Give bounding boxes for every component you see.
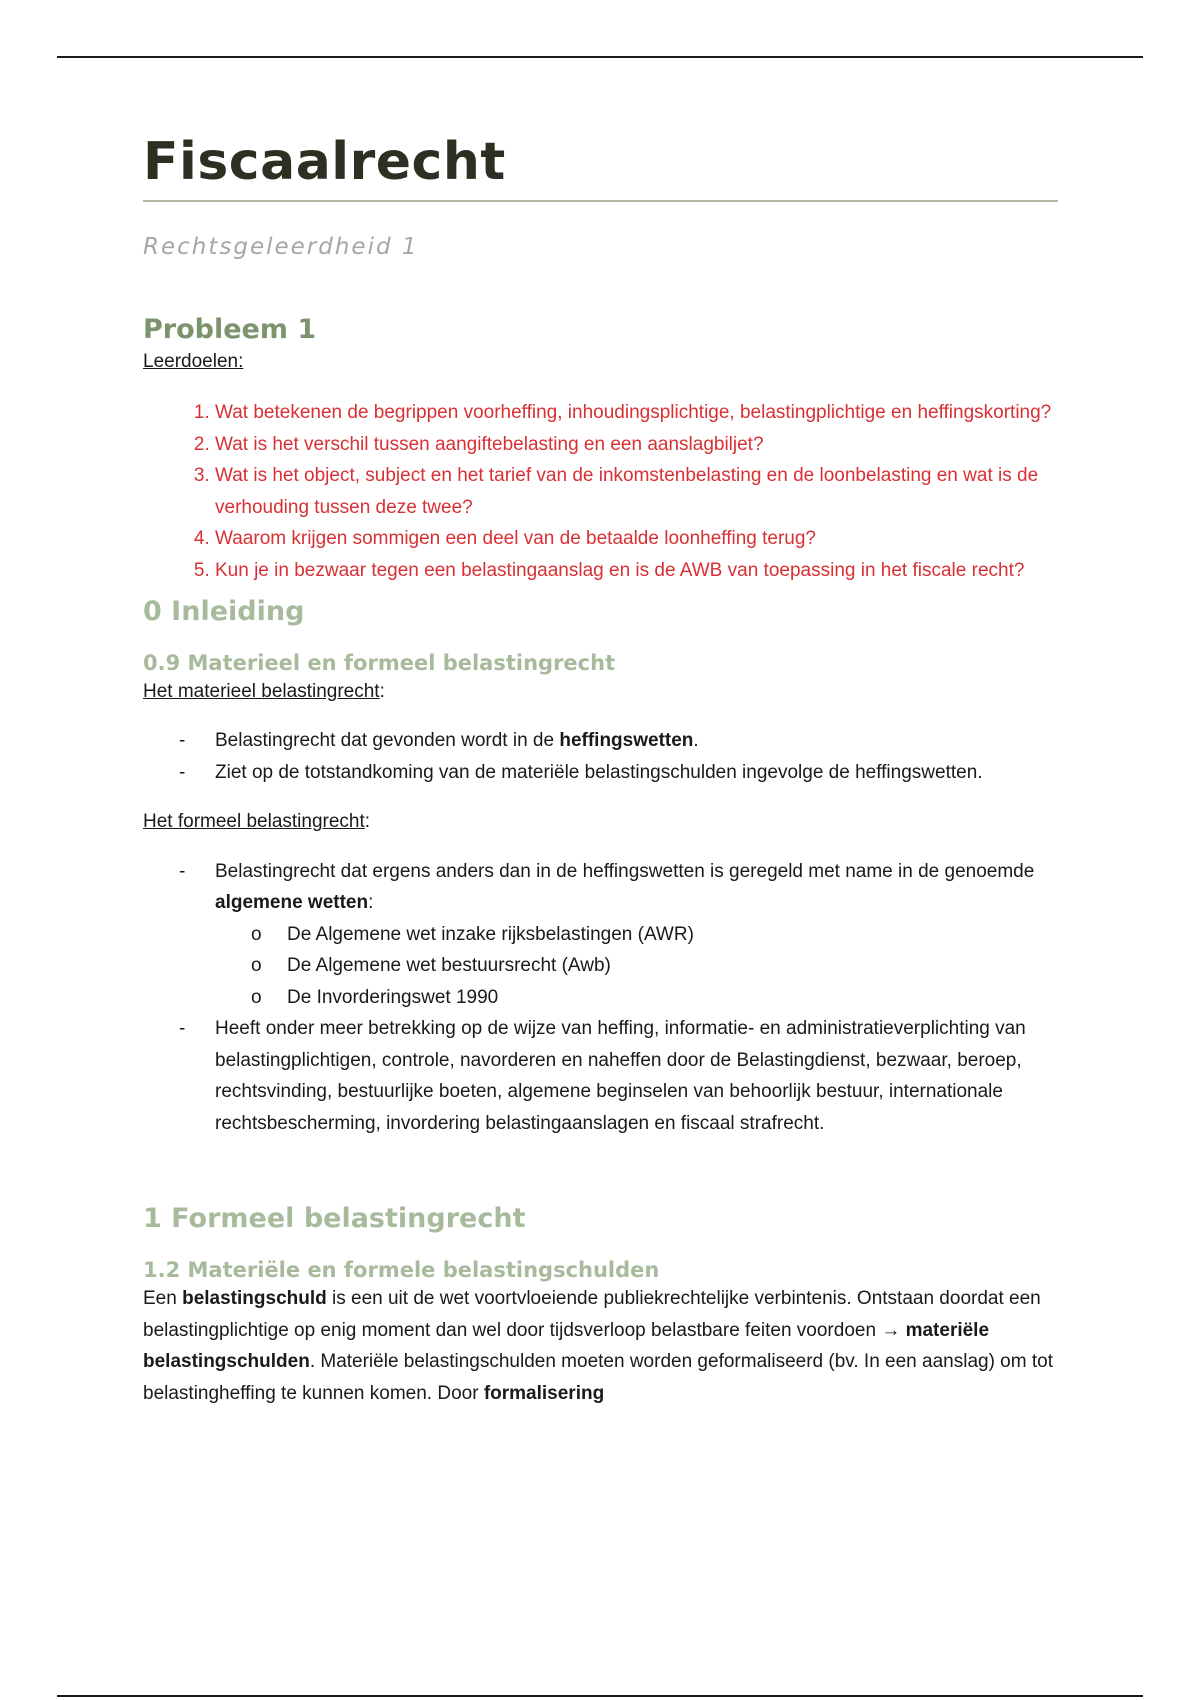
formeel-colon: : <box>364 811 371 833</box>
algemene-wetten-list <box>215 919 1058 1014</box>
goal-item: 1. Wat betekenen de begrippen voorheffing, inhoudingsplichtige, belastingplichtige en heffingskorting? <box>215 397 1058 429</box>
document-subtitle: Rechtsgeleerdheid 1 <box>143 234 419 260</box>
text-run: Belastingrecht dat ergens anders dan in de heffingswetten is geregeld met name in de genoemde <box>215 860 1035 882</box>
heading-belastingschulden: 1.2 Materiële en formele belastingschulden <box>143 1257 660 1282</box>
sub-list-item: o De Algemene wet inzake rijksbelastingen (AWR) <box>215 919 1058 951</box>
formeel-label: Het formeel belastingrecht <box>143 811 365 833</box>
bold-term: belastingschuld <box>182 1288 327 1310</box>
belastingschuld-paragraph <box>143 1283 1058 1409</box>
list-item <box>143 725 1058 757</box>
text-run: Een <box>143 1288 183 1310</box>
goal-item: 3. Wat is het object, subject en het tarief van de inkomstenbelasting en de loonbelasting en wat is de verhouding tussen deze twee? <box>215 460 1058 523</box>
goal-item: 2. Wat is het verschil tussen aangiftebelasting en een aanslagbiljet? <box>215 429 1058 461</box>
formeel-label-line <box>143 806 1058 838</box>
heading-materieel-formeel: 0.9 Materieel en formeel belastingrecht <box>143 650 616 675</box>
heading-formeel-belastingrecht: 1 Formeel belastingrecht <box>143 1203 526 1235</box>
goal-item: 4. Waarom krijgen sommigen een deel van de betaalde loonheffing terug? <box>215 523 1058 555</box>
list-item <box>143 856 1058 1014</box>
sub-list-item: o De Algemene wet bestuursrecht (Awb) <box>215 950 1058 982</box>
document-title: Fiscaalrecht <box>143 136 1058 202</box>
sub-list-item: o De Invorderingswet 1990 <box>215 982 1058 1014</box>
bold-term: materiële belastingschulden <box>143 1319 990 1373</box>
header-rule <box>57 56 1143 58</box>
list-item: - Heeft onder meer betrekking op de wijze van heffing, informatie- en administratieverplichting van belastingplichtigen, controle, navorderen en naheffen door de Belastingdienst, bezwaar, beroep, rechtsvinding, bestuurlijke boeten, algemene beginselen van behoorlijk bestuur, internationale rechtsbescherming, invordering belastingaanslagen en fiscaal strafrecht. <box>143 1013 1058 1139</box>
text-run: . <box>693 730 699 752</box>
footer-rule <box>57 1695 1143 1697</box>
text-run: is een uit de wet voortvloeiende publiekrechtelijke verbintenis. Ontstaan doordat een belastingplichtige op enig moment dan wel door tijdsverloop belastbare feiten voordoen <box>143 1288 1041 1341</box>
materieel-list <box>143 725 1058 788</box>
heading-probleem: Probleem 1 <box>143 313 317 345</box>
bold-term: algemene wetten <box>215 892 369 914</box>
bold-term: heffingswetten <box>559 730 694 752</box>
leerdoelen-label: Leerdoelen: <box>143 350 244 372</box>
text-run: : <box>368 892 374 914</box>
heading-inleiding: 0 Inleiding <box>143 596 305 628</box>
text-run: Belastingrecht dat gevonden wordt in de <box>215 730 560 752</box>
materieel-colon: : <box>379 680 385 702</box>
learning-goals-list <box>143 397 1058 586</box>
materieel-label-line <box>143 676 1058 708</box>
text-run: . Materiële belastingschulden moeten worden geformaliseerd (bv. In een aanslag) om tot belastingheffing te kunnen komen. Door <box>143 1351 1053 1404</box>
document-page <box>143 132 1058 1409</box>
materieel-label: Het materieel belastingrecht <box>143 680 380 702</box>
formeel-list <box>143 856 1058 1140</box>
goal-item: 5. Kun je in bezwaar tegen een belastingaanslag en is de AWB van toepassing in het fiscale recht? <box>215 555 1058 587</box>
arrow-right-icon: → <box>881 1319 901 1341</box>
list-item: - Ziet op de totstandkoming van de materiële belastingschulden ingevolge de heffingswetten. <box>143 757 1058 789</box>
bold-term: formalisering <box>483 1382 605 1404</box>
